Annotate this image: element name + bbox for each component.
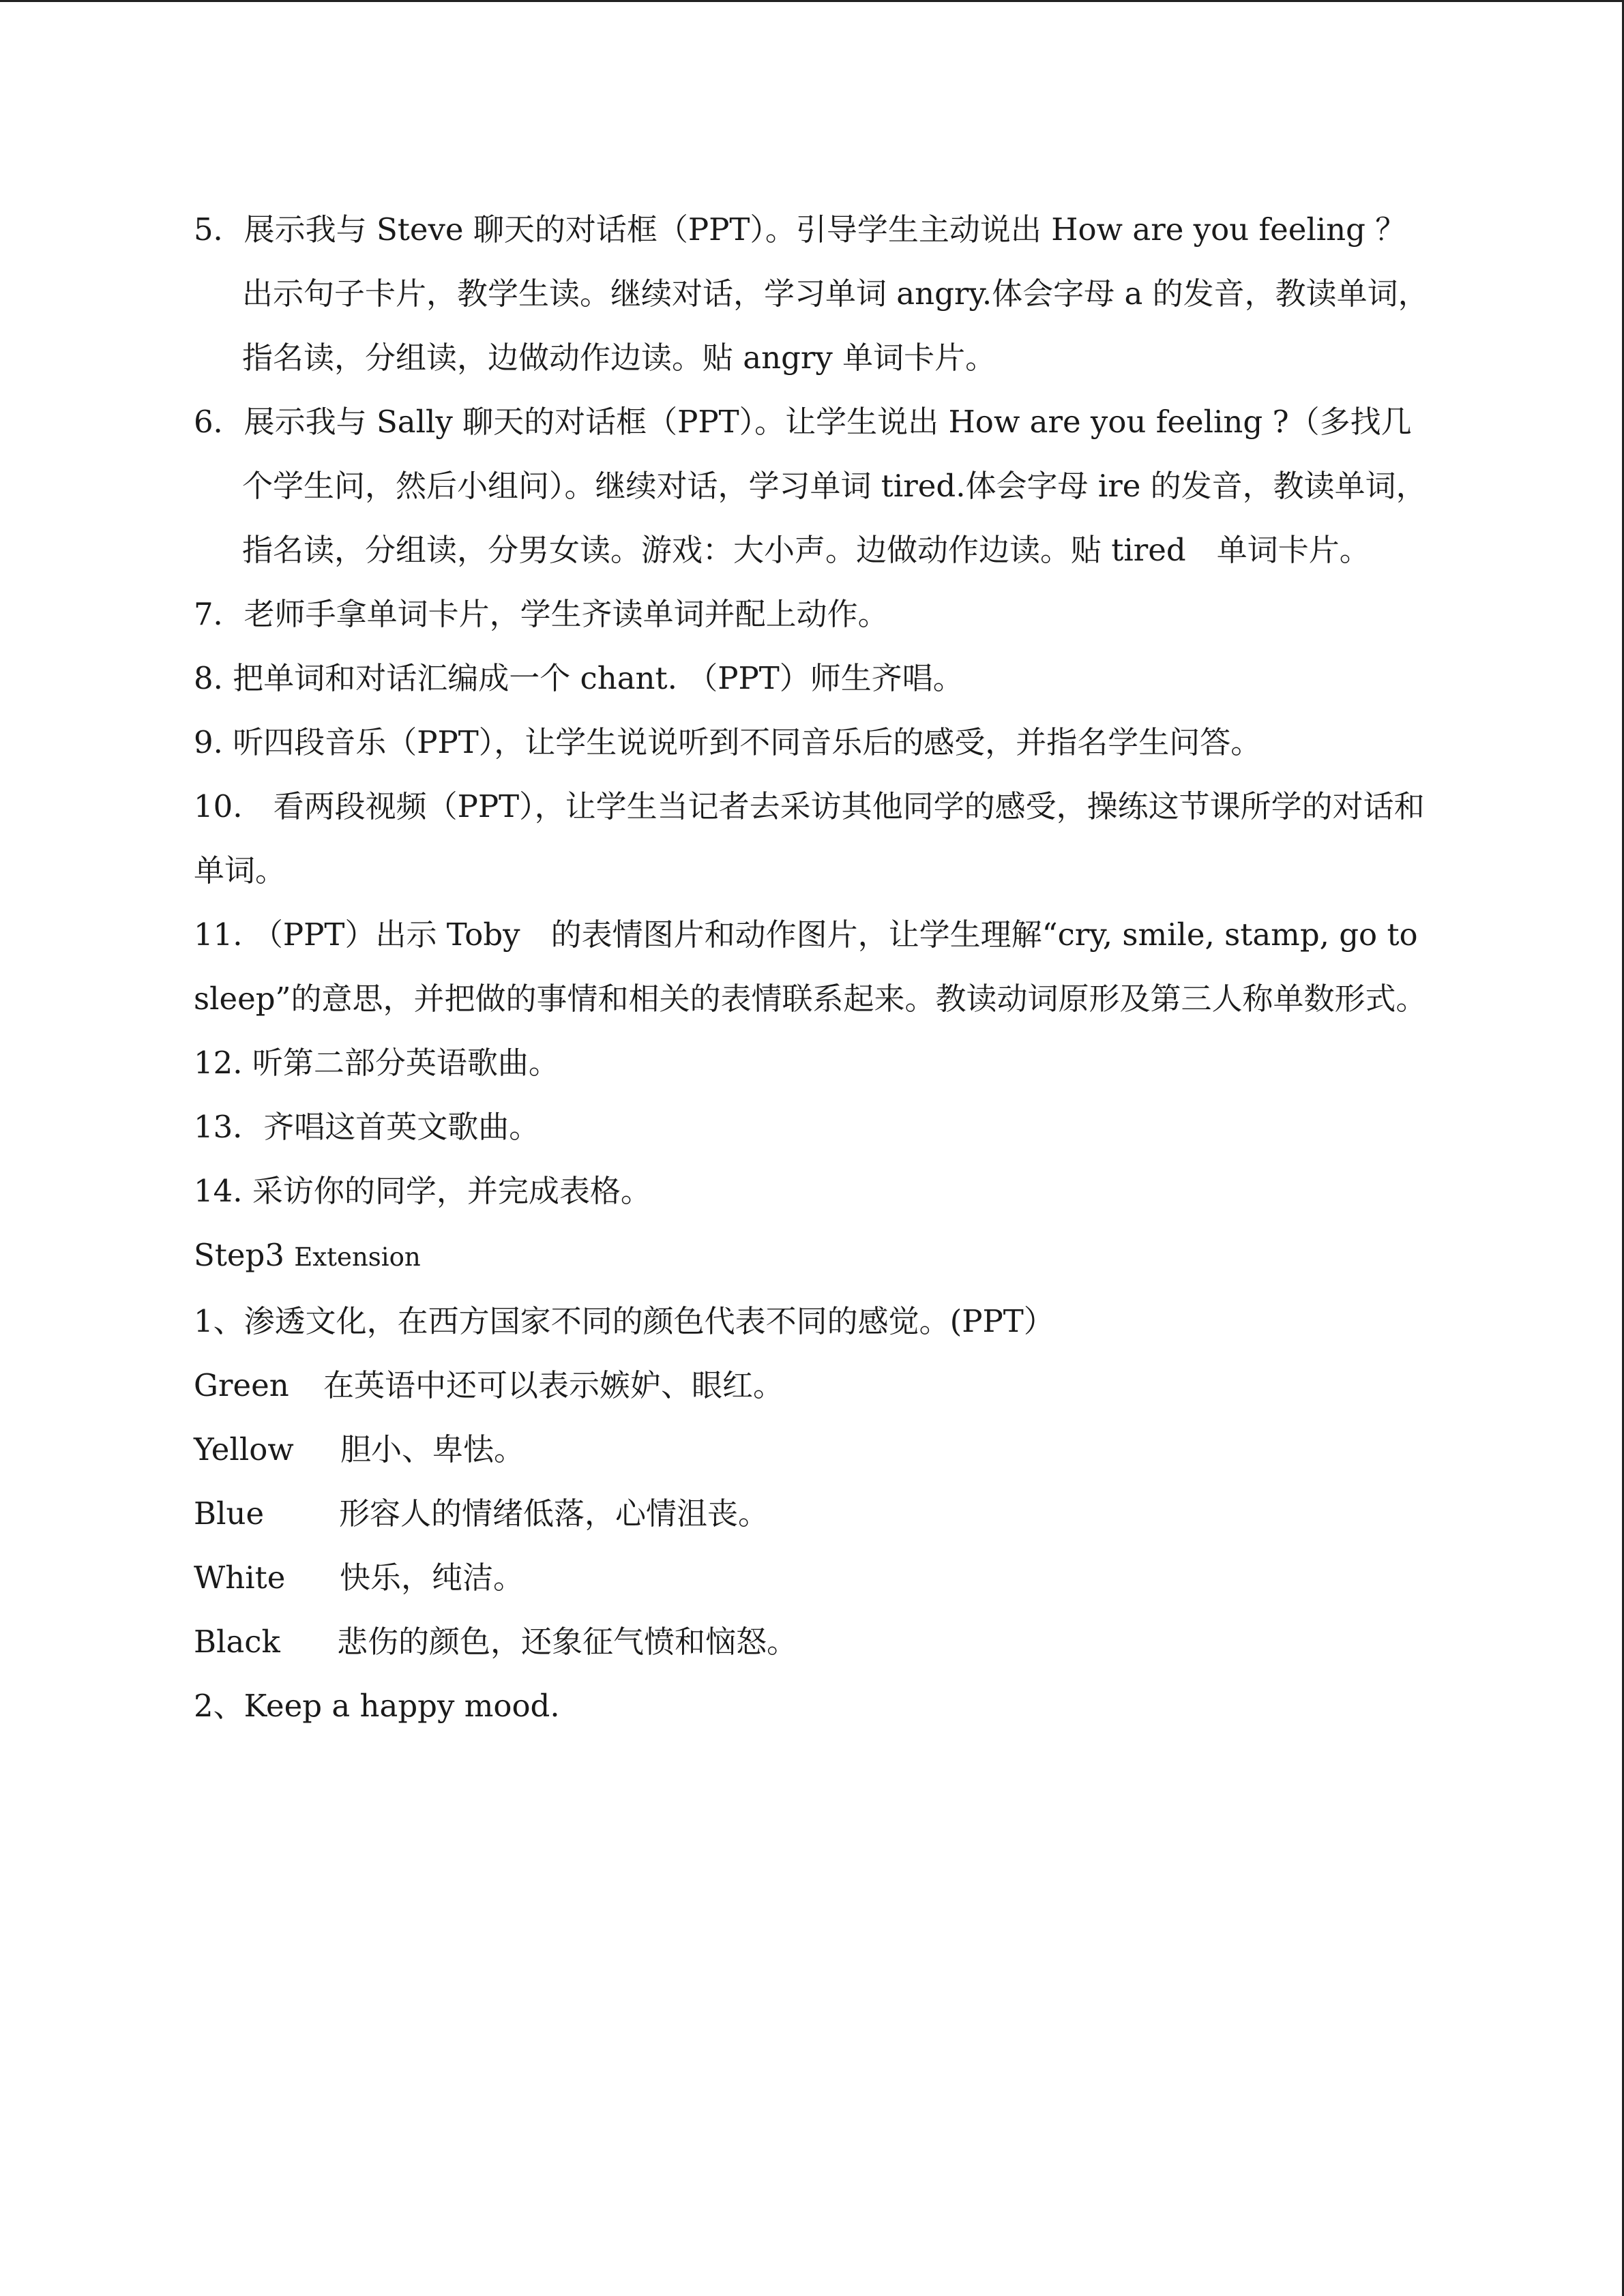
list-item-6 [194,390,1435,582]
list-item-text: 老师手拿单词卡片，学生齐读单词并配上动作。 [243,596,889,632]
color-name: White [194,1560,286,1596]
extension-point-2: 2、Keep a happy mood. [194,1688,560,1724]
step3-label: Step3 [194,1237,284,1273]
list-number: 5． [194,211,244,248]
list-item-text: 展示我与 Sally 聊天的对话框（PPT）。让学生说出 How are you feeling ?（多找几个学生问，然后小组问）。继续对话，学习单词 tired.体会字母 ire 的发音，教读单词，指名读，分组读，分男女读。游戏：大小声。边做动作边读。贴 tired 单词卡片。 [242,404,1427,568]
color-name: Black [194,1624,280,1660]
color-meaning: 快乐，纯洁。 [340,1560,525,1596]
list-item-13: 13．齐唱这首英文歌曲。 [194,1109,540,1145]
color-meaning: 在英语中还可以表示嫉妒、眼红。 [323,1367,784,1403]
list-item-14: 14. 采访你的同学，并完成表格。 [194,1173,651,1209]
list-item-8: 8. 把单词和对话汇编成一个 chant. （PPT）师生齐唱。 [194,660,964,696]
color-row-white [194,1546,1435,1610]
color-meaning: 形容人的情绪低落，心情沮丧。 [339,1495,769,1532]
list-item-text: 展示我与 Steve 聊天的对话框（PPT）。引导学生主动说出 How are you feeling ？ 出示句子卡片，教学生读。继续对话，学习单词 angry.体会字母 a 的发音，教读单词，指名读，分组读，边做动作边读。贴 angry 单词卡片。 [242,211,1429,376]
list-number: 6． [194,404,244,440]
document-body [194,198,1435,1738]
list-number: 7． [194,596,244,632]
color-name: Green [194,1367,289,1403]
list-item-9: 9. 听四段音乐（PPT），让学生说说听到不同音乐后的感受，并指名学生问答。 [194,724,1262,760]
step3-heading [194,1223,1435,1289]
extension-point-1: 1、渗透文化，在西方国家不同的颜色代表不同的感觉。(PPT） [194,1303,1054,1339]
list-item-5 [194,198,1435,390]
color-row-blue [194,1482,1435,1546]
color-name: Yellow [194,1431,294,1467]
color-meaning: 胆小、卑怯。 [340,1431,525,1467]
list-item-11: 11. （PPT）出示 Toby 的表情图片和动作图片，让学生理解“cry, smile, stamp, go to sleep”的意思，并把做的事情和相关的表情联系起来。教读动词原形及第三人称单数形式。 [194,916,1427,1017]
color-row-yellow [194,1418,1435,1482]
color-meaning: 悲伤的颜色，还象征气愤和恼怒。 [337,1624,798,1660]
step3-title: Extension [294,1242,421,1272]
list-item-7 [194,582,1435,646]
color-row-black [194,1610,1435,1674]
list-item-12: 12. 听第二部分英语歌曲。 [194,1045,559,1081]
color-row-green [194,1354,1435,1418]
color-name: Blue [194,1495,265,1532]
list-item-10: 10. 看两段视频（PPT），让学生当记者去采访其他同学的感受，操练这节课所学的对话和单词。 [194,788,1425,889]
